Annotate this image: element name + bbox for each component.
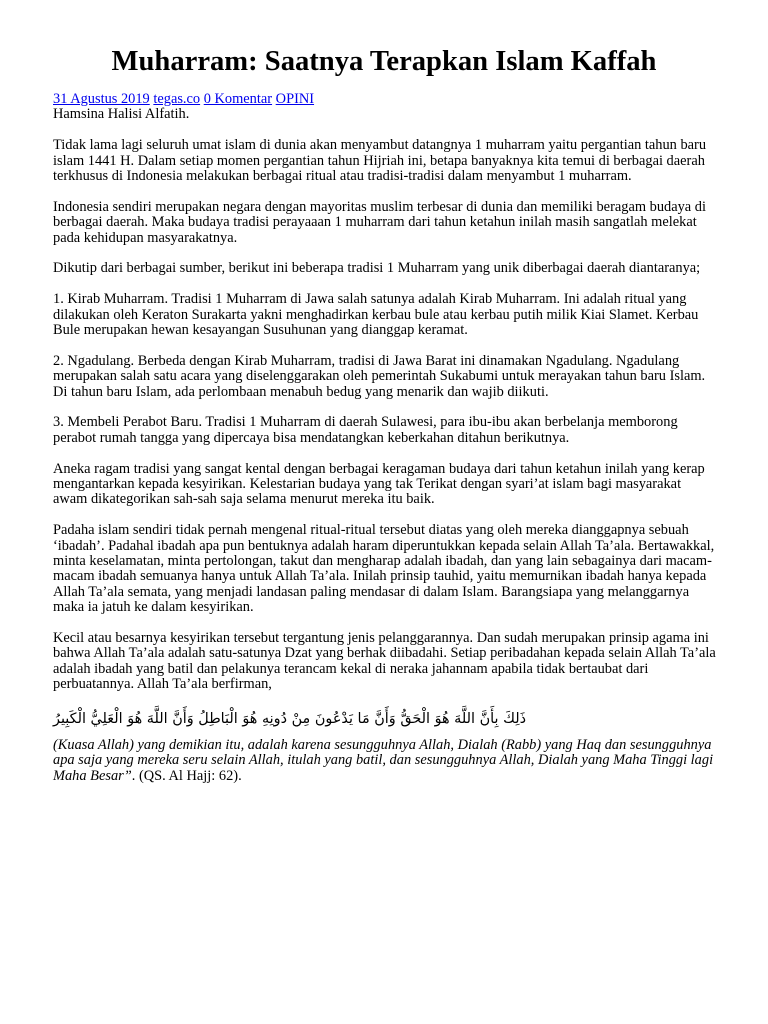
category-link[interactable]: OPINI [275,91,315,107]
author-line: Hamsina Halisi Alfatih. [53,106,190,123]
verse-translation [53,738,717,784]
paragraph-traditions: Aneka ragam tradisi yang sangat kental dengan berbagai keragaman budaya dari tahun ketahun inilah yang kerap mengantarkan kepada kesyirikan. Kelestarian budaya yang tak Terikat dengan syari’at islam bagi masyarakat awam dikategorikan sah-sah saja selama menurut mereka itu baik. [53,460,705,508]
paragraph-kesyirikan: Kecil atau besarnya kesyirikan tersebut tergantung jenis pelanggarannya. Dan sudah merupakan prinsip agama ini bahwa Allah Ta’ala adalah satu-satunya Dzat yang berhak diibadahi. Setiap peribadahan kepada selain Allah Ta’ala adalah ibadah yang batil dan pelakunya terancam kekal di neraka jahannam apabila tidak bertaubat dari perbuatannya. Allah Ta’ala berfirman, [53,630,716,693]
paragraph-indonesia: Indonesia sendiri merupakan negara dengan mayoritas muslim terbesar di dunia dan memiliki beragam budaya di berbagai daerah. Maka budaya tradisi perayaaan 1 muharram dari tahun ketahun inilah masih sangatlah melekat pada kehidupan masyarakatnya. [53,198,706,246]
arabic-verse: ذَلِكَ بِأَنَّ اللَّهَ هُوَ الْحَقُّ وَأَنَّ مَا يَدْعُونَ مِنْ دُونِهِ هُوَ الْبَاطِلُ وَأَنَّ اللَّهَ هُوَ الْعَلِيُّ الْكَبِيرُ [53,710,527,727]
verse-reference: . (QS. Al Hajj: 62). [131,767,242,784]
paragraph-intro: Tidak lama lagi seluruh umat islam di dunia akan menyambut datangnya 1 muharram yaitu pergantian tahun baru islam 1441 H. Dalam setiap momen pergantian tahun Hijriah ini, betapa banyaknya kita temui di berbagai daerah terkhusus di Indonesia melakukan berbagai ritual atau tradisi-tradisi dalam menyambut 1 muharram. [53,137,707,185]
paragraph-sources: Dikutip dari berbagai sumber, berikut ini beberapa tradisi 1 Muharram yang unik diberbagai daerah diantaranya; [53,260,701,277]
list-item-ngadulang: 2. Ngadulang. Berbeda dengan Kirab Muharram, tradisi di Jawa Barat ini dinamakan Ngadulang. Ngadulang merupakan salah satu acara yang diselenggarakan oleh pemerintah Sukabumi untuk merayakan tahun baru Islam. Di tahun baru Islam, ada perlombaan menabuh bedug yang menarik dan wajib diikuti. [53,352,706,400]
post-date-link[interactable]: 31 Agustus 2019 [53,91,150,107]
article-title: Muharram: Saatnya Terapkan Islam Kaffah [111,46,657,77]
list-item-kirab: 1. Kirab Muharram. Tradisi 1 Muharram di Jawa salah satunya adalah Kirab Muharram. Ini adalah ritual yang dilakukan oleh Keraton Surakarta yakni menghadirkan kerbau bule atau kerbau putih milik Kiai Slamet. Kerbau Bule merupakan hewan kesayangan Susuhunan yang dianggap keramat. [53,291,699,339]
paragraph-ibadah: Padaha islam sendiri tidak pernah mengenal ritual-ritual tersebut diatas yang oleh mereka dianggapnya sebuah ‘ibadah’. Padahal ibadah apa pun bentuknya adalah haram diperuntukkan kepada selain Allah Ta’ala. Bertawakkal, minta keselamatan, minta pertolongan, takut dan mengharap adalah ibadah, dan yang lain sebagainya dari macam-macam ibadah semuanya hanya untuk Allah Ta’ala. Inilah prinsip tauhid, yaitu memurnikan ibadah hanya kepada Allah Ta’ala semata, yang menjadi landasan paling mendasar di dalam Islam. Barangsiapa yang melanggarnya maka ia jatuh ke dalam kesyirikan. [53,522,715,616]
article-meta [53,92,717,107]
article [53,0,717,784]
site-author-link[interactable]: tegas.co [153,91,201,107]
translation-italic-text: (Kuasa Allah) yang demikian itu, adalah karena sesungguhnya Allah, Dialah (Rabb) yang Haq dan sesungguhnya apa saja yang mereka seru selain Allah, itulah yang batil, dan sesungguhnya Allah, Dialah yang Maha Tinggi lagi Maha Besar” [53,736,714,784]
comments-link[interactable]: 0 Komentar [203,91,273,107]
list-item-perabot: 3. Membeli Perabot Baru. Tradisi 1 Muharram di daerah Sulawesi, para ibu-ibu akan berbelanja memborong perabot rumah tangga yang dipercaya bisa mendatangkan keberkahan ditahun berikutnya. [53,414,678,446]
